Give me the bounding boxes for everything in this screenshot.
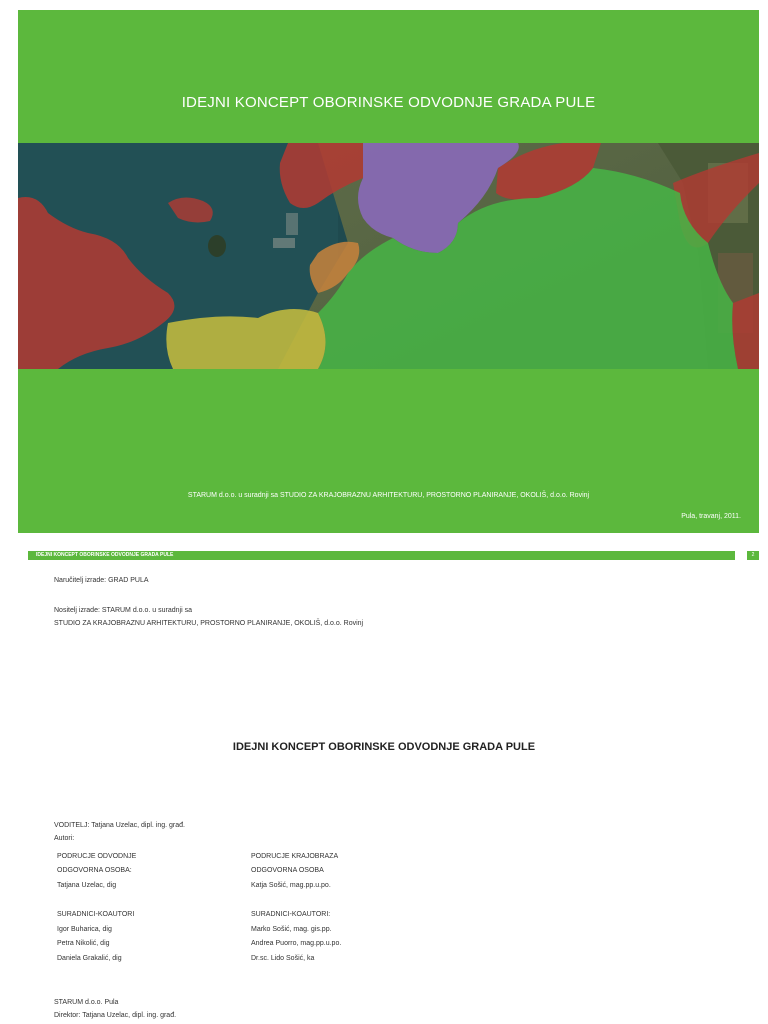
cover-credit: STARUM d.o.o. u suradnji sa STUDIO ZA KRAJOBRAZNU ARHITEKTURU, PROSTORNO PLANIRANJE, OKOLIŠ, d.o.o. Rovinj — [187, 492, 590, 499]
left-col-line-1: PODRUCJE ODVODNJE — [57, 853, 137, 860]
footer-director: Direktor: Tatjana Uzelac, dipl. ing. građ. — [54, 1012, 177, 1019]
left-col-line-3: Tatjana Uzelac, dig — [57, 882, 117, 889]
left-col-line-7: Daniela Grakalić, dig — [57, 955, 122, 962]
holder-line-2: STUDIO ZA KRAJOBRAZNU ARHITEKTURU, PROSTORNO PLANIRANJE, OKOLIŠ, d.o.o. Rovinj — [54, 620, 364, 627]
document-title: IDEJNI KONCEPT OBORINSKE ODVODNJE GRADA PULE — [232, 741, 536, 753]
right-col-line-7: Dr.sc. Lido Sošić, ka — [251, 955, 315, 962]
authors-label: Autori: — [54, 835, 75, 842]
right-col-line-6: Andrea Puorro, mag.pp.u.po. — [251, 940, 342, 947]
running-header-bar — [28, 551, 735, 560]
cover-date: Pula, travanj, 2011. — [681, 513, 741, 520]
footer-company: STARUM d.o.o. Pula — [54, 999, 119, 1006]
lead-line: VODITELJ: Tatjana Uzelac, dipl. ing. građ. — [54, 822, 185, 829]
cover-title: IDEJNI KONCEPT OBORINSKE ODVODNJE GRADA PULE — [181, 94, 596, 111]
left-col-line-2: ODGOVORNA OSOBA: — [57, 867, 132, 874]
right-col-line-4: SURADNICI-KOAUTORI: — [251, 911, 331, 918]
right-col-line-1: PODRUCJE KRAJOBRAZA — [251, 853, 339, 860]
right-col-line-3: Katja Sošić, mag.pp.u.po. — [251, 882, 331, 889]
page-number: 2 — [747, 551, 759, 560]
running-header-text: IDEJNI KONCEPT OBORINSKE ODVODNJE GRADA PULE — [36, 552, 174, 558]
left-col-line-6: Petra Nikolić, dig — [57, 940, 110, 947]
right-col-line-5: Marko Sošić, mag. gis.pp. — [251, 926, 332, 933]
left-col-line-5: Igor Buharica, dig — [57, 926, 112, 933]
holder-line-1: Nositelj izrade: STARUM d.o.o. u suradnji sa — [54, 607, 192, 614]
right-col-line-2: ODGOVORNA OSOBA — [251, 867, 324, 874]
island — [208, 235, 226, 257]
zone-map-image — [18, 143, 759, 369]
cover-panel — [18, 10, 759, 533]
left-col-line-4: SURADNICI-KOAUTORI — [57, 911, 135, 918]
client-line: Naručitelj izrade: GRAD PULA — [54, 577, 149, 584]
